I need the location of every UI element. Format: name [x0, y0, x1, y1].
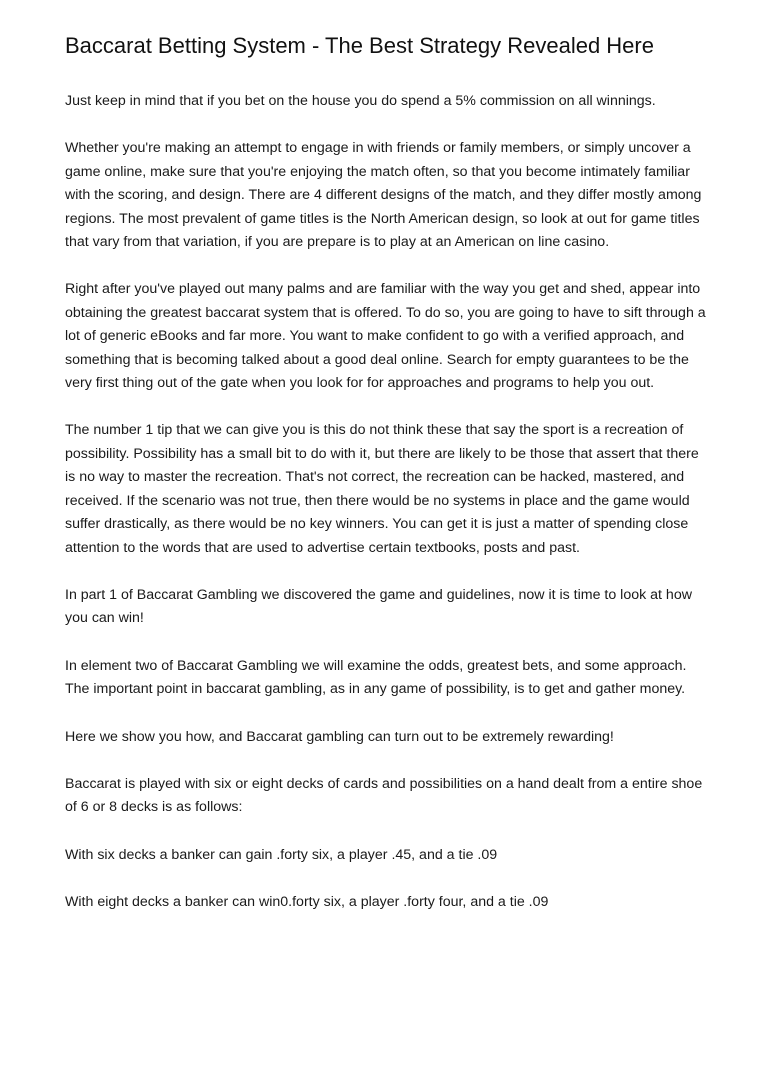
paragraph-six-decks: With six decks a banker can gain .forty six, a player .45, and a tie .09: [65, 846, 498, 863]
paragraph-decks: Baccarat is played with six or eight decks of cards and possibilities on a hand dealt from a entire shoe of 6 or 8 decks is as follows:: [65, 775, 703, 816]
paragraph-rewarding: Here we show you how, and Baccarat gambling can turn out to be extremely rewarding!: [65, 728, 614, 745]
paragraph-tip: The number 1 tip that we can give you is this do not think these that say the sport is a recreation of possibility. Possibility has a small bit to do with it, but there are likely to be those that assert that there is no way to master the recreation. That's not correct, the recreation can be hacked, mastered, and received. If the scenario was not true, then there would be no systems in place and the game would suffer drastically, as there would be no key winners. You can get it is just a matter of spending close attention to the words that are used to advertise certain textbooks, posts and past.: [65, 422, 699, 556]
paragraph-part-one: In part 1 of Baccarat Gambling we discovered the game and guidelines, now it is time to look at how you can win!: [65, 586, 692, 627]
paragraph-part-two: In element two of Baccarat Gambling we will examine the odds, greatest bets, and some approach. The important point in baccarat gambling, as in any game of possibility, is to get and gather money.: [65, 657, 687, 698]
paragraph-system: Right after you've played out many palms and are familiar with the way you get and shed, appear into obtaining the greatest baccarat system that is offered. To do so, you are going to have to sift through a lot of generic eBooks and far more. You want to make confident to go with a verified approach, and something that is becoming talked about a good deal online. Search for empty guarantees to be the very first thing out of the gate when you look for for approaches and programs to help you out.: [65, 281, 706, 392]
paragraph-practice: Whether you're making an attempt to engage in with friends or family members, or simply uncover a game online, make sure that you're enjoying the match often, so that you become intimately familiar with the scoring, and design. There are 4 different designs of the match, and they differ mostly among regions. The most prevalent of game titles is the North American design, so look at out for game titles that vary from that variation, if you are prepare is to play at an American on line casino.: [65, 140, 702, 251]
paragraph-eight-decks: With eight decks a banker can win0.forty six, a player .forty four, and a tie .09: [65, 894, 549, 911]
paragraph-commission: Just keep in mind that if you bet on the house you do spend a 5% commission on all winnings.: [65, 93, 656, 109]
document-title: Baccarat Betting System - The Best Strategy Revealed Here: [65, 33, 654, 58]
